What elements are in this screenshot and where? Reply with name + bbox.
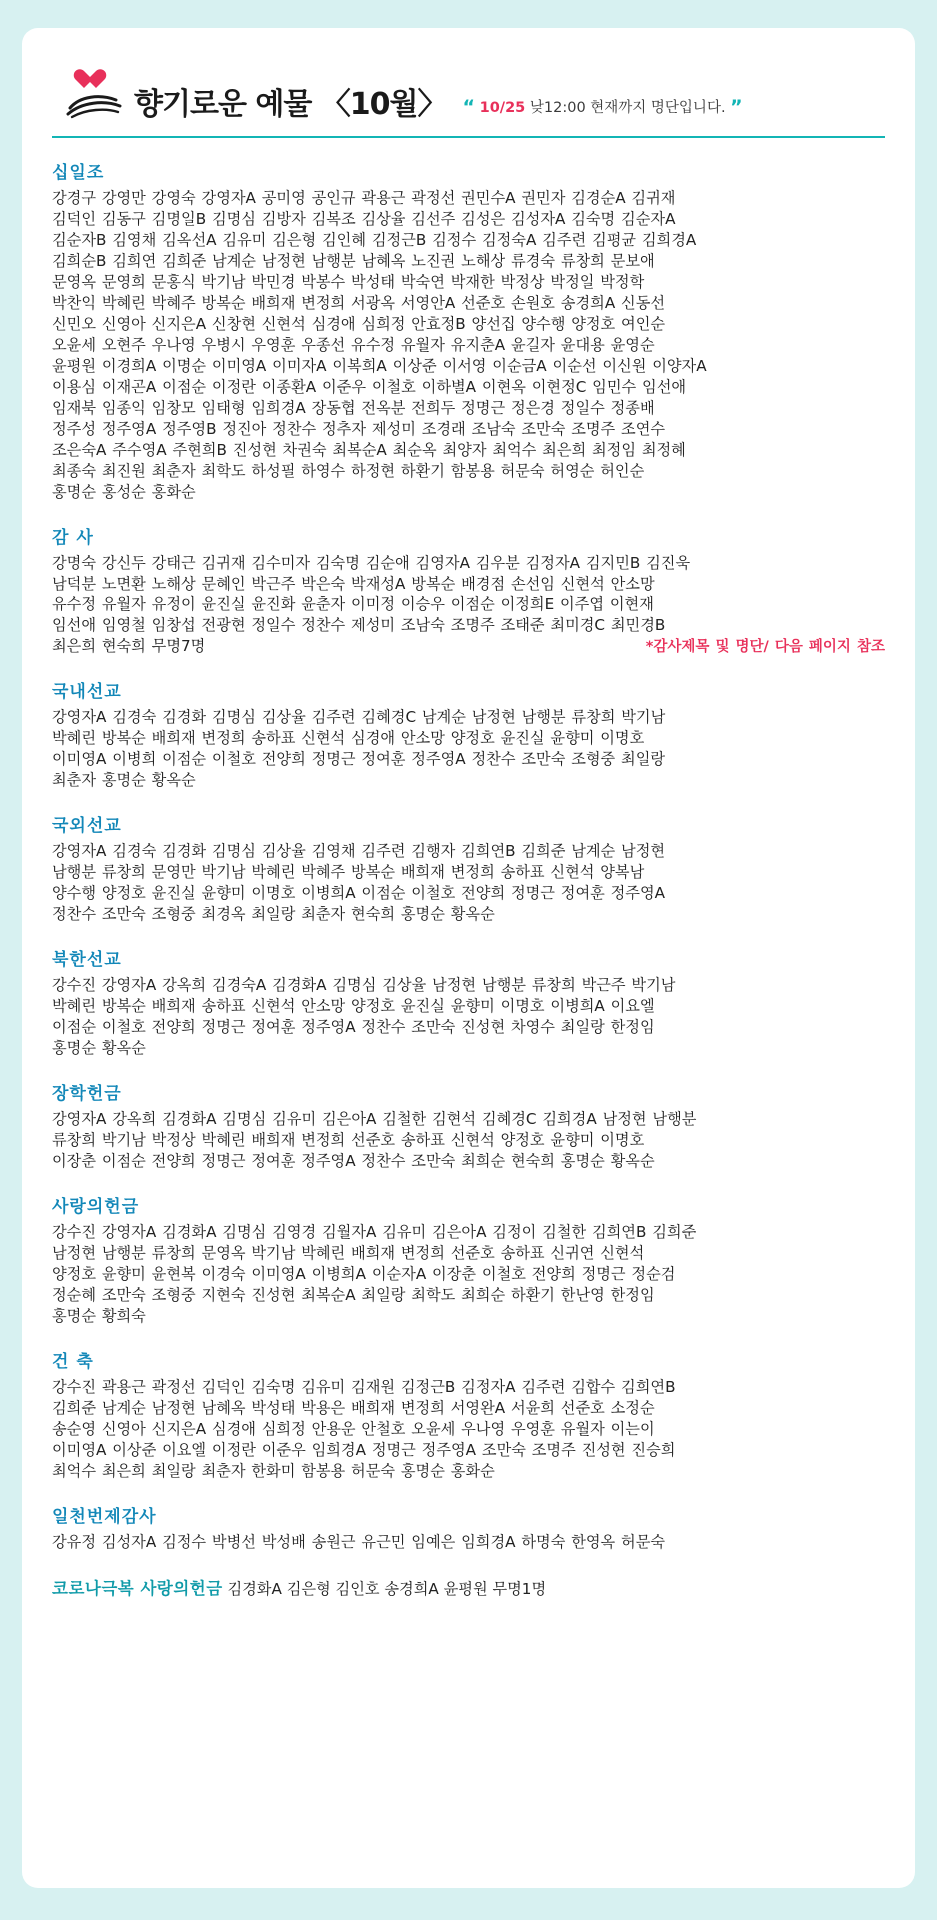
name-line: 남정현 남행분 류창희 문영옥 박기남 박혜린 배희재 변정희 선준호 송하표 신귀연 신현석 (52, 1243, 645, 1262)
reference-note: *감사제목 및 명단/ 다음 페이지 참조 (645, 639, 885, 656)
section-title: 국외선교 (52, 816, 122, 837)
section-love-offering (52, 1192, 885, 1327)
name-line: 윤평원 이경희A 이명순 이미영A 이미자A 이복희A 이상준 이서영 이순금A 이순선 이신원 이양자A (52, 356, 707, 375)
section-name-list (52, 1109, 885, 1172)
name-line: 이미영A 이병희 이점순 이철호 전양희 정명근 정여훈 정주영A 정찬수 조만숙 조형중 최일랑 (52, 750, 666, 769)
name-line: 정찬수 조만숙 조형중 최경옥 최일랑 최춘자 현숙희 홍명순 황옥순 (52, 905, 495, 924)
section-building-fund (52, 1347, 885, 1482)
name-line: 홍명순 홍성순 홍화순 (52, 482, 196, 501)
page-header (52, 54, 885, 138)
name-line: 강명숙 강신두 강태근 김귀재 김수미자 김숙명 김순애 김영자A 김우분 김정자A 김지민B 김진욱 (52, 553, 691, 572)
name-line: 오윤세 오현주 우나영 우병시 우영훈 우종선 유수정 유월자 유지춘A 윤길자 윤대용 윤영순 (52, 335, 655, 354)
name-line: 임선애 임영철 임창섭 전광현 정일수 정찬수 제성미 조남숙 조명주 조태준 최미경C 최민경B (52, 616, 666, 635)
name-line: 이용심 이재곤A 이점순 이정란 이종환A 이준우 이철호 이하별A 이현옥 이현정C 임민수 임선애 (52, 377, 687, 396)
name-line: 김희준 남계순 남정현 남혜옥 박성태 박용은 배희재 변정희 서영완A 서윤희 선준호 소정순 (52, 1398, 655, 1417)
section-name-list (52, 841, 885, 925)
name-line: 문영옥 문영희 문홍식 박기남 박민경 박봉수 박성태 박숙연 박재한 박정상 박정일 박정학 (52, 272, 645, 291)
name-line: 이점순 이철호 전양희 정명근 정여훈 정주영A 정찬수 조만숙 진성현 차영수 최일랑 한정임 (52, 1018, 655, 1037)
name-line: 유수정 유월자 유정이 윤진실 윤진화 윤춘자 이미정 이승우 이점순 이정희E 이주엽 이현재 (52, 595, 654, 614)
name-line: 이미영A 이상준 이요엘 이정란 이준우 임희경A 정명근 정주영A 조만숙 조명주 진성현 진승희 (52, 1440, 676, 1459)
name-line: 박혜린 방복순 배희재 송하표 신현석 안소망 양정호 윤진실 윤향미 이명호 이병희A 이요엘 (52, 997, 655, 1016)
section-name-list (52, 1532, 885, 1553)
name-line: 양수행 양정호 윤진실 윤향미 이명호 이병희A 이점순 이철호 전양희 정명근 정여훈 정주영A (52, 884, 666, 903)
name-line: 정주성 정주영A 정주영B 정진아 정찬수 정추자 제성미 조경래 조남숙 조만숙 조명주 조연수 (52, 419, 666, 438)
name-line: 김희순B 김희연 김희준 남계순 남정현 남행분 남혜옥 노진권 노해상 류경숙 류창희 문보애 (52, 251, 655, 270)
notice-text (463, 96, 743, 124)
name-line: 홍명순 황희숙 (52, 1306, 146, 1325)
corona-relief-label: 코로나극복 사랑의헌금 (52, 1578, 223, 1598)
name-line: 강수진 곽용근 곽정선 김덕인 김숙명 김유미 김재원 김정근B 김정자A 김주련 김합수 김희연B (52, 1377, 676, 1396)
section-thousand-offering (52, 1502, 885, 1553)
name-line: 최춘자 홍명순 황옥순 (52, 771, 196, 790)
name-line: 남덕분 노면환 노해상 문혜인 박근주 박은숙 박재성A 방복순 배경점 손선임 신현석 안소망 (52, 574, 655, 593)
name-line: 강수진 강영자A 강옥희 김경숙A 김경화A 김명심 김상율 남정현 남행분 류창희 박근주 박기남 (52, 976, 676, 995)
name-line-with-note (52, 636, 885, 657)
name-line: 남행분 류창희 문영만 박기남 박혜린 박혜주 방복순 배희재 변정희 송하표 신현석 양복남 (52, 863, 645, 882)
section-scholarship-offering (52, 1079, 885, 1172)
name-line: 정순혜 조만숙 조형중 지현숙 진성현 최복순A 최일랑 최학도 최희순 하환기 한난영 한정임 (52, 1285, 655, 1304)
section-name-list (52, 188, 885, 503)
name-line: 최은희 현숙희 무명7명 (52, 637, 206, 656)
name-line: 강수진 강영자A 김경화A 김명심 김영경 김월자A 김유미 김은아A 김정이 김철한 김희연B 김희준 (52, 1222, 697, 1241)
name-line: 김순자B 김영채 김옥선A 김유미 김은형 김인혜 김정근B 김정수 김정숙A 김주련 김평균 김희경A (52, 230, 697, 249)
section-title: 국내선교 (52, 682, 122, 703)
name-line: 신민오 신영아 신지은A 신창현 신현석 심경애 심희정 안효정B 양선집 양수행 양정호 여인순 (52, 314, 666, 333)
name-line: 강경구 강영만 강영숙 강영자A 공미영 공인규 곽용근 곽정선 권민수A 권민자 김경순A 김귀재 (52, 189, 676, 207)
name-line: 강영자A 김경숙 김경화 김명심 김상율 김주련 김혜경C 남계순 남정현 남행분 류창희 박기남 (52, 708, 666, 727)
name-line: 이장춘 이점순 전양희 정명근 정여훈 정주영A 정찬수 조만숙 최희순 현숙희 홍명순 황옥순 (52, 1151, 655, 1170)
section-title: 사랑의헌금 (52, 1196, 140, 1217)
corona-relief-offering-line (52, 1575, 885, 1599)
section-name-list (52, 707, 885, 791)
page-title: 향기로운 예물 〈10월〉 (134, 87, 447, 122)
notice-date: 10/25 (479, 100, 526, 116)
section-overseas-mission (52, 811, 885, 925)
section-domestic-mission (52, 677, 885, 791)
section-thanksgiving (52, 523, 885, 658)
caring-hands-heart-logo (64, 68, 126, 124)
name-line: 강유정 김성자A 김정수 박병선 박성배 송원근 유근민 임예은 임희경A 하명숙 한영옥 허문숙 (52, 1532, 666, 1551)
name-line: 양정호 윤향미 윤현복 이경숙 이미영A 이병희A 이순자A 이장춘 이철호 전양희 정명근 정순검 (52, 1264, 676, 1283)
name-line: 송순영 신영아 신지은A 심경애 심희정 안용운 안철호 오윤세 우나영 우영훈 유월자 이는이 (52, 1419, 655, 1438)
hand-icon (66, 86, 124, 120)
section-title: 감 사 (52, 527, 94, 548)
section-title: 십일조 (52, 163, 105, 183)
open-quote-icon: “ (462, 96, 475, 118)
name-line: 최종숙 최진원 최춘자 최학도 하성필 하영수 하정현 하환기 함봉용 허문숙 허영순 허인순 (52, 461, 645, 480)
name-line: 조은숙A 주수영A 주현희B 진성현 차권숙 최복순A 최순옥 최양자 최억수 최은희 최정임 최정혜 (52, 440, 686, 459)
section-title: 장학헌금 (52, 1084, 122, 1105)
name-line: 최억수 최은희 최일랑 최춘자 한화미 함봉용 허문숙 홍명순 홍화순 (52, 1461, 495, 1480)
name-line: 강영자A 김경숙 김경화 김명심 김상율 김영채 김주련 김행자 김희연B 김희준 남계순 남정현 (52, 842, 666, 861)
name-line: 임재북 임종익 임창모 임태형 임희경A 장동협 전옥분 전희두 정명근 정은경 정일수 정종배 (52, 398, 655, 417)
name-line: 박혜린 방복순 배희재 변정희 송하표 신현석 심경애 안소망 양정호 윤진실 윤향미 이명호 (52, 729, 645, 748)
section-title: 건 축 (52, 1351, 94, 1372)
section-title: 북한선교 (52, 950, 122, 971)
section-name-list (52, 1377, 885, 1482)
section-name-list (52, 553, 885, 658)
section-tithe (52, 158, 885, 503)
section-title: 일천번제감사 (52, 1506, 157, 1527)
bulletin-card (22, 28, 915, 1888)
corona-relief-names: 김경화A 김은형 김인호 송경희A 윤평원 무명1명 (227, 1579, 547, 1598)
name-line: 강영자A 강옥희 김경화A 김명심 김유미 김은아A 김철한 김현석 김혜경C 김희경A 남정현 남행분 (52, 1110, 697, 1129)
section-name-list (52, 1222, 885, 1327)
section-north-korea-mission (52, 945, 885, 1059)
notice-body: 낮12:00 현재까지 명단입니다. (529, 100, 726, 116)
name-line: 홍명순 황옥순 (52, 1039, 146, 1058)
close-quote-icon: ” (730, 96, 743, 118)
section-name-list (52, 975, 885, 1059)
name-line: 류창희 박기남 박정상 박혜린 배희재 변정희 선준호 송하표 신현석 양정호 윤향미 이명호 (52, 1131, 645, 1149)
name-line: 김덕인 김동구 김명일B 김명심 김방자 김복조 김상율 김선주 김성은 김성자A 김숙명 김순자A (52, 209, 676, 228)
name-line: 박찬익 박혜린 박혜주 방복순 배희재 변정희 서광옥 서영안A 선준호 손원호 송경희A 신동선 (52, 293, 666, 312)
